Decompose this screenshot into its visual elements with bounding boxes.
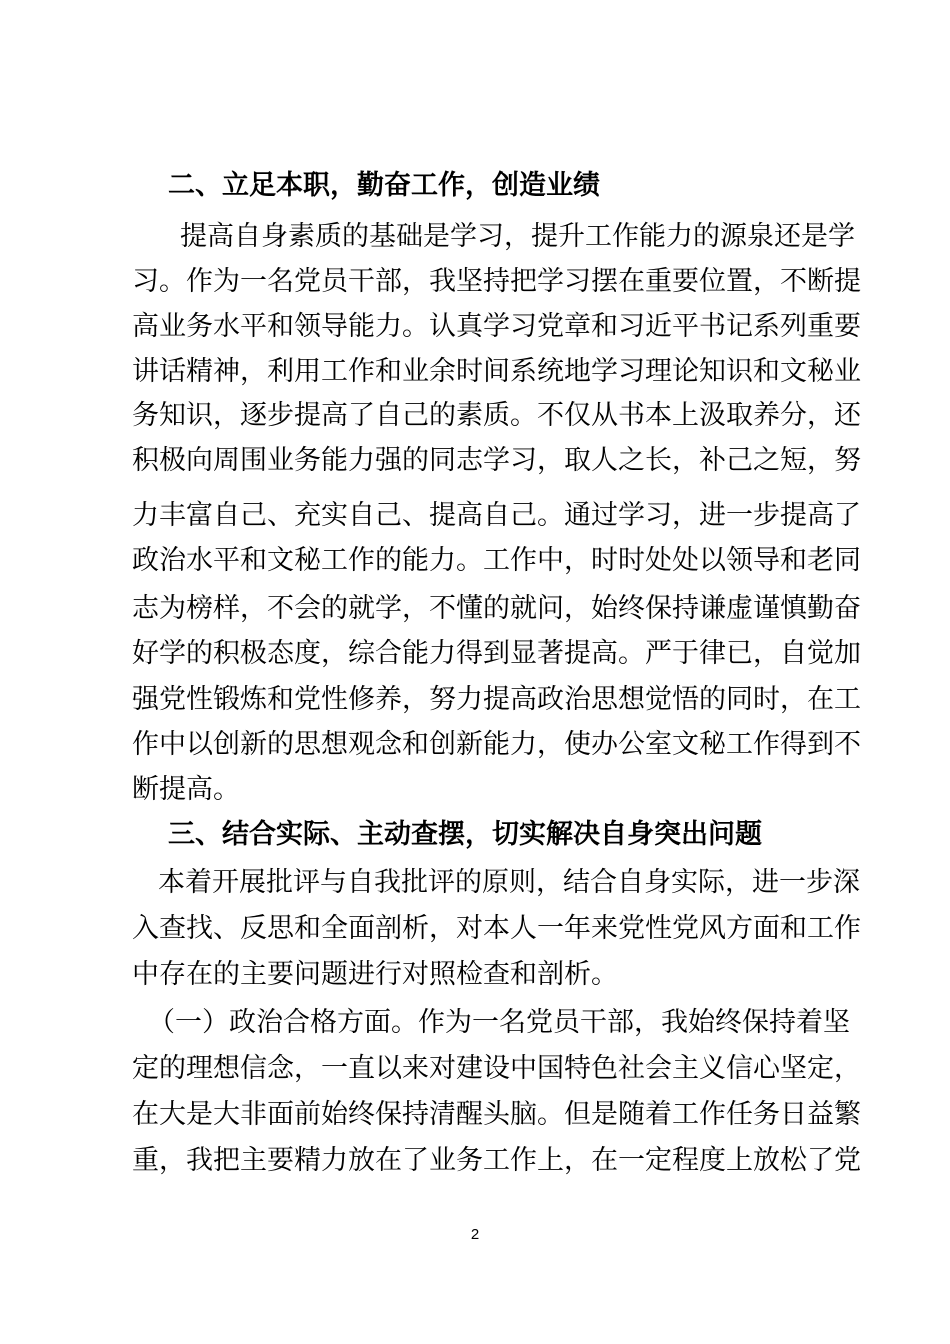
- paragraph-line: 讲话精神，利用工作和业余时间系统地学习理论知识和文秘业: [132, 356, 861, 387]
- paragraph-line: 断提高。: [132, 774, 240, 805]
- paragraph-line: 作中以创新的思想观念和创新能力，使办公室文秘工作得到不: [132, 729, 861, 760]
- paragraph-line: 中存在的主要问题进行对照检查和剖析。: [132, 959, 618, 990]
- paragraph-line: 务知识，逐步提高了自己的素质。不仅从书本上汲取养分，还: [132, 400, 861, 431]
- paragraph-line: 在大是大非面前始终保持清醒头脑。但是随着工作任务日益繁: [132, 1099, 861, 1130]
- section-heading-2: 二、立足本职，勤奋工作，创造业绩: [168, 170, 600, 201]
- paragraph-line: 入查找、反思和全面剖析，对本人一年来党性党风方面和工作: [132, 913, 861, 944]
- paragraph-line: 高业务水平和领导能力。认真学习党章和习近平书记系列重要: [132, 311, 861, 342]
- section-heading-3: 三、结合实际、主动查摆，切实解决自身突出问题: [168, 819, 762, 850]
- paragraph-line: 定的理想信念，一直以来对建设中国特色社会主义信心坚定，: [132, 1053, 861, 1084]
- paragraph-line: 力丰富自己、充实自己、提高自己。通过学习，进一步提高了: [132, 500, 861, 531]
- page-number: 2: [470, 1226, 480, 1243]
- paragraph-line: 习。作为一名党员干部，我坚持把学习摆在重要位置，不断提: [132, 266, 861, 297]
- paragraph-line: 积极向周围业务能力强的同志学习，取人之长，补己之短，努: [132, 445, 861, 476]
- paragraph-line: 强党性锻炼和党性修养，努力提高政治思想觉悟的同时，在工: [132, 684, 861, 715]
- paragraph-line: 好学的积极态度，综合能力得到显著提高。严于律已，自觉加: [132, 638, 861, 669]
- paragraph-line: 志为榜样，不会的就学，不懂的就问，始终保持谦虚谨慎勤奋: [132, 593, 861, 624]
- paragraph-line: 本着开展批评与自我批评的原则，结合自身实际，进一步深: [158, 867, 860, 898]
- paragraph-line: 政治水平和文秘工作的能力。工作中，时时处处以领导和老同: [132, 545, 861, 576]
- paragraph-line: （一）政治合格方面。作为一名党员干部，我始终保持着坚: [148, 1007, 850, 1038]
- paragraph-line: 提高自身素质的基础是学习，提升工作能力的源泉还是学: [180, 221, 855, 252]
- paragraph-line: 重，我把主要精力放在了业务工作上，在一定程度上放松了党: [132, 1145, 861, 1176]
